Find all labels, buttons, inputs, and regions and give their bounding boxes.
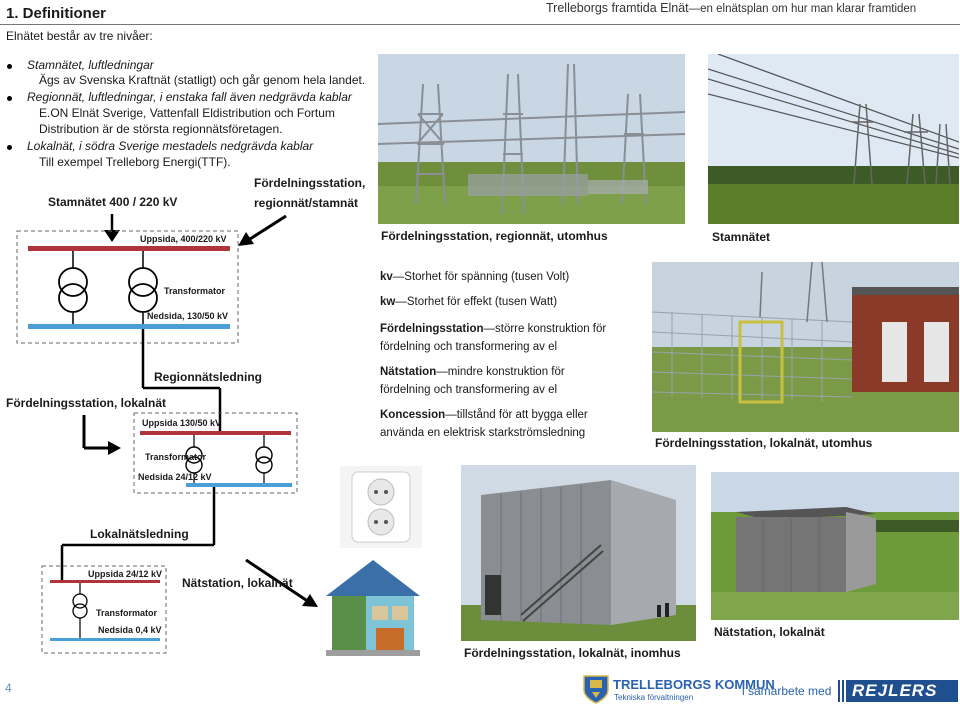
- definition-term: kv: [380, 271, 393, 283]
- trelleborg-logo: [582, 674, 610, 704]
- definition-term: Koncession: [380, 409, 446, 421]
- definition-koncession: [380, 406, 615, 442]
- nedsida-2-label: Nedsida 24/12 kV: [138, 472, 212, 482]
- rejlers-stripes: [836, 680, 848, 702]
- natstation-diagram-label: Nätstation, lokalnät: [182, 576, 293, 590]
- house-icon: [318, 556, 428, 658]
- uppsida-1-label: Uppsida, 400/220 kV: [140, 234, 227, 244]
- definition-fordelningsstation: [380, 320, 615, 356]
- caption-photo4: Fördelningsstation, lokalnät, inomhus: [464, 646, 681, 660]
- bullet-3-sub: Till exempel Trelleborg Energi(TTF).: [39, 155, 231, 169]
- fordelning-label: Fördelningsstation, regionnät/stamnät: [254, 176, 366, 210]
- rejlers-logo: [836, 680, 958, 702]
- definition-text: —Storhet för effekt (tusen Watt): [395, 296, 558, 308]
- kommun-name: TRELLEBORGS KOMMUN: [613, 677, 775, 692]
- kiosk-station-illustration: [711, 472, 959, 620]
- page-number: 4: [5, 681, 12, 695]
- rejlers-wordmark: REJLERS: [852, 681, 938, 700]
- definition-text: —större konstruktion för fördelning och transformering av el: [380, 323, 607, 353]
- transformator-3-label: Transformator: [96, 608, 158, 618]
- fordelning-lokal-label: Fördelningsstation, lokalnät: [6, 396, 167, 410]
- document-title-sub: —en elnätsplan om hur man klarar framtiden: [688, 3, 917, 15]
- uppsida-2-label: Uppsida 130/50 kV: [142, 418, 222, 428]
- definition-term: kw: [380, 296, 396, 308]
- stamnat-label: Stamnätet 400 / 220 kV: [48, 195, 178, 209]
- caption-photo5: Nätstation, lokalnät: [714, 625, 825, 639]
- substation-illustration: [378, 54, 685, 224]
- indoor-station-illustration: [461, 465, 696, 641]
- page-title: 1. Definitioner: [6, 5, 107, 22]
- nedsida-3-label: Nedsida 0,4 kV: [98, 625, 162, 635]
- definition-text: —Storhet för spänning (tusen Volt): [392, 271, 570, 283]
- photo-stamnatet: [708, 54, 959, 224]
- caption-photo1: Fördelningsstation, regionnät, utomhus: [381, 229, 608, 243]
- photo-fordelning-regionnat: [378, 54, 685, 224]
- samarbete-text: i samarbete med: [742, 684, 832, 698]
- kommun-sub: Tekniska förvaltningen: [614, 693, 694, 702]
- bullet-2-sub: E.ON Elnät Sverige, Vattenfall Eldistribution och Fortum Distribution är de största regionnätsföretagen.: [39, 106, 335, 136]
- definition-term: Nätstation: [380, 366, 437, 378]
- definition-kv: [380, 268, 620, 286]
- house-illustration: [318, 556, 428, 658]
- photo-fordelning-lokal-inomhus: [461, 465, 696, 641]
- uppsida-3-label: Uppsida 24/12 kV: [88, 569, 163, 579]
- definition-term: Fördelningsstation: [380, 323, 484, 335]
- nedsida-1-label: Nedsida, 130/50 kV: [147, 311, 229, 321]
- definition-natstation: [380, 363, 615, 399]
- definition-text: —tillstånd för att bygga eller använda en elektrisk starkströmsledning: [380, 409, 588, 439]
- regionnatsledning-label: Regionnätsledning: [154, 370, 262, 384]
- photo-fordelning-lokal-utomhus: [652, 262, 959, 432]
- definition-kw: [380, 293, 620, 311]
- caption-photo3: Fördelningsstation, lokalnät, utomhus: [655, 436, 873, 450]
- caption-photo2: Stamnätet: [712, 230, 771, 244]
- bullet-1-sub: Ägs av Svenska Kraftnät (statligt) och går genom hela landet.: [39, 73, 366, 87]
- bullet-3-head: Lokalnät, i södra Sverige mestadels nedgrävda kablar: [27, 139, 314, 153]
- bullet-2-head: Regionnät, luftledningar, i enstaka fall även nedgrävda kablar: [27, 90, 352, 104]
- transformator-1-label: Transformator: [164, 286, 226, 296]
- definition-text: —mindre konstruktion för fördelning och transformering av el: [380, 366, 565, 396]
- lokalnatsledning-label: Lokalnätsledning: [90, 527, 189, 541]
- bullet-1-head: Stamnätet, luftledningar: [27, 58, 154, 72]
- intro-text: Elnätet består av tre nivåer:: [6, 29, 153, 43]
- power-lines-illustration: [708, 54, 959, 224]
- photo-natstation: [711, 472, 959, 620]
- photo-wall-socket: [340, 466, 422, 548]
- shield-icon: [582, 674, 610, 704]
- document-title-main: Trelleborgs framtida Elnät: [546, 1, 689, 15]
- socket-icon: [340, 466, 422, 548]
- fenced-station-illustration: [652, 262, 959, 432]
- transformator-2-label: Transformator: [145, 452, 207, 462]
